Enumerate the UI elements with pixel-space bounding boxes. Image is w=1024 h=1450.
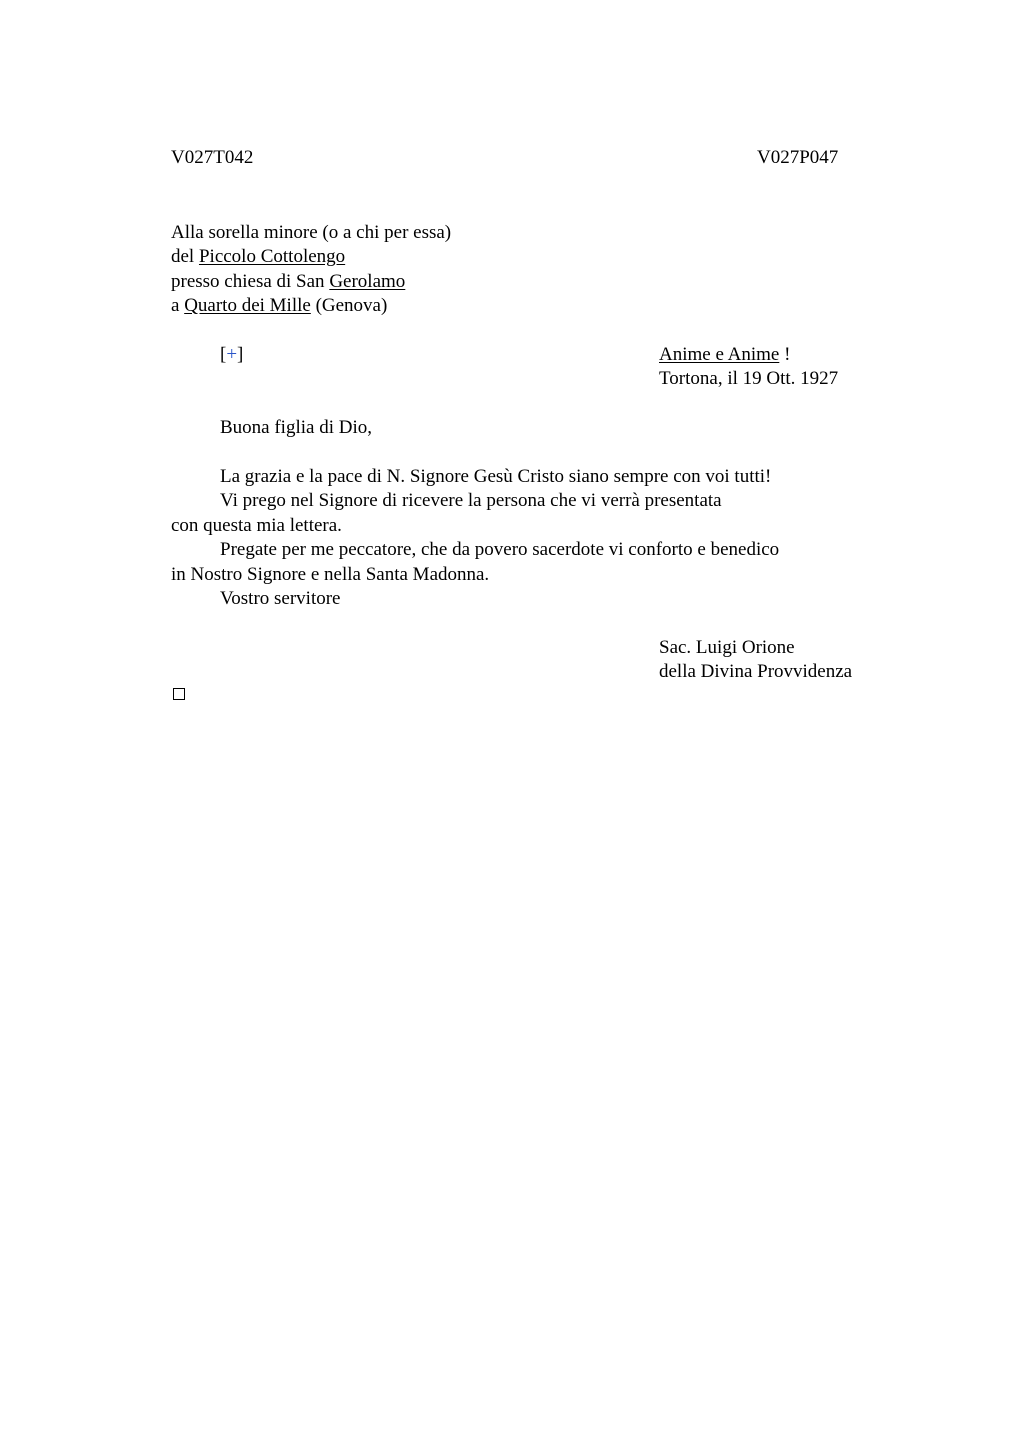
motto-link: Anime e Anime (659, 344, 780, 365)
address-link-quarto-dei-mille: Quarto dei Mille (184, 295, 311, 316)
address-line-2 (171, 245, 345, 269)
signature-line-1: Sac. Luigi Orione (659, 637, 795, 658)
address-line-3-prefix: presso chiesa di San (171, 271, 330, 292)
cross-close-bracket: ] (237, 344, 244, 365)
address-link-gerolamo: Gerolamo (329, 271, 406, 292)
cross-open-bracket: [ (220, 344, 227, 365)
body-paragraph-3-line-2: in Nostro Signore e nella Santa Madonna. (171, 564, 490, 585)
signature-line-2: della Divina Provvidenza (659, 661, 853, 682)
header-right-code: V027P047 (757, 147, 839, 168)
address-line-2-prefix: del (171, 246, 199, 267)
salutation: Buona figlia di Dio, (220, 417, 372, 438)
address-line-4-suffix: (Genova) (310, 295, 388, 316)
address-link-piccolo-cottolengo: Piccolo Cottolengo (198, 246, 346, 267)
header-left-code: V027T042 (171, 147, 254, 168)
address-line-3 (171, 270, 405, 294)
body-paragraph-2-line-1: Vi prego nel Signore di ricevere la persona che vi verrà presentata (220, 490, 722, 511)
end-marker-box-icon (173, 688, 185, 700)
cross-icon: + (226, 344, 238, 365)
address-line-4-prefix: a (171, 295, 185, 316)
motto-suffix: ! (779, 344, 791, 365)
place-date: Tortona, il 19 Ott. 1927 (659, 368, 839, 389)
body-paragraph-3-line-1: Pregate per me peccatore, che da povero sacerdote vi conforto e benedico (220, 539, 780, 560)
closing: Vostro servitore (220, 588, 341, 609)
cross-mark (220, 343, 243, 367)
address-line-1: Alla sorella minore (o a chi per essa) (171, 222, 452, 243)
body-paragraph-2-line-2: con questa mia lettera. (171, 515, 342, 536)
body-paragraph-1: La grazia e la pace di N. Signore Gesù Cristo siano sempre con voi tutti! (220, 466, 772, 487)
address-line-4 (171, 294, 387, 318)
motto (659, 343, 790, 367)
